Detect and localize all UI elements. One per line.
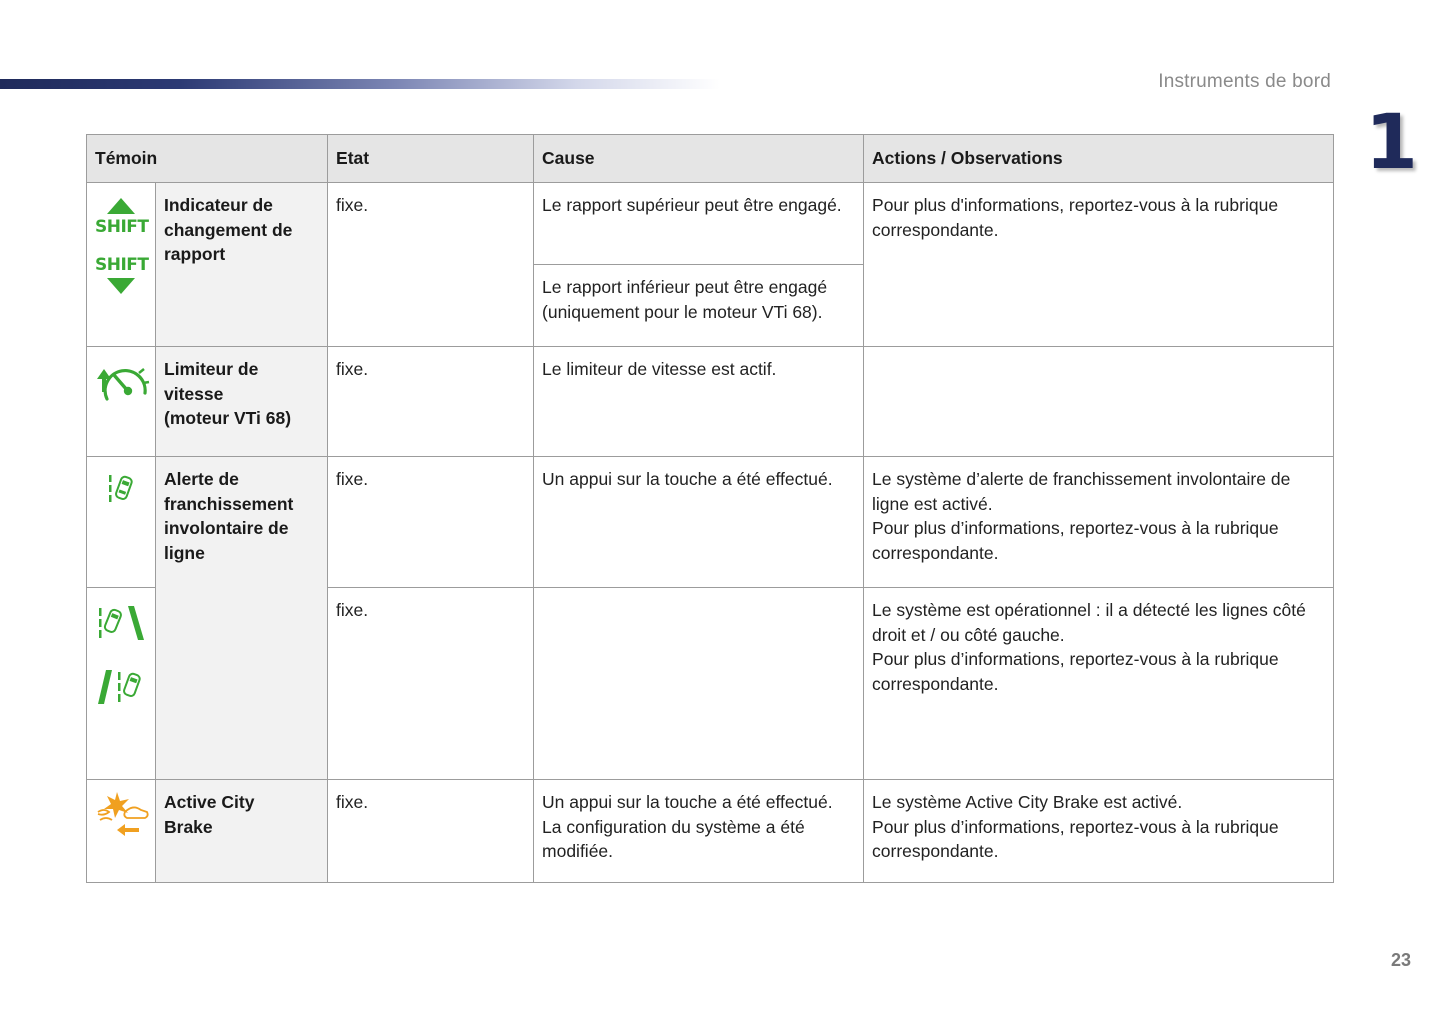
arrow-up-icon: [106, 197, 136, 215]
lane-detected-icon: [87, 588, 156, 780]
row-actions-line: Le système est opérationnel : il a détecté les lignes côté droit et / ou côté gauche.: [872, 600, 1306, 645]
row-actions: [864, 780, 1334, 883]
lane-departure-icon: [87, 457, 156, 588]
row-name-line: involontaire de: [164, 518, 289, 538]
shift-down-label: SHIFT: [95, 255, 149, 275]
row-name-line: vitesse: [164, 383, 224, 404]
row-actions: Pour plus d'informations, reportez-vous à la rubrique correspondante.: [864, 183, 1334, 347]
row-etat: fixe.: [328, 347, 534, 457]
lane-right-detected-icon: [96, 668, 146, 708]
row-cause: Le rapport inférieur peut être engagé (uniquement pour le moteur VTi 68).: [534, 265, 864, 347]
lane-left-detected-icon: [96, 604, 146, 644]
row-name: [156, 780, 328, 883]
arrow-down-icon: [106, 277, 136, 295]
header-etat: Etat: [328, 135, 534, 183]
row-cause: Le limiteur de vitesse est actif.: [534, 347, 864, 457]
header-actions: Actions / Observations: [864, 135, 1334, 183]
table-row: [87, 457, 1334, 588]
shift-up-label: SHIFT: [95, 217, 149, 237]
row-actions-line: Pour plus d’informations, reportez-vous à la rubrique correspondante.: [872, 518, 1279, 563]
active-city-brake-icon: [87, 780, 156, 883]
table-header-row: [87, 135, 1334, 183]
row-name: [156, 457, 328, 780]
table-row: [87, 780, 1334, 883]
row-name: Indicateur de changement de rapport: [156, 183, 328, 347]
row-name: [156, 347, 328, 457]
row-cause: [534, 588, 864, 780]
table-row: [87, 347, 1334, 457]
table-row: [87, 183, 1334, 265]
row-actions-line: Pour plus d’informations, reportez-vous à la rubrique correspondante.: [872, 816, 1279, 861]
row-cause: Le rapport supérieur peut être engagé.: [534, 183, 864, 265]
row-actions: [864, 347, 1334, 457]
row-actions-line: Pour plus d’informations, reportez-vous à la rubrique correspondante.: [872, 649, 1279, 694]
row-cause-line: La configuration du système a été modifiée.: [542, 816, 805, 861]
row-actions-line: Le système d’alerte de franchissement involontaire de ligne est activé.: [872, 469, 1291, 514]
row-etat: fixe.: [328, 588, 534, 780]
header-cause: Cause: [534, 135, 864, 183]
page-number: 23: [1390, 950, 1411, 970]
section-title: Instruments de bord: [1158, 71, 1331, 92]
speed-limiter-icon: [87, 347, 156, 457]
row-name-line: franchissement: [164, 493, 294, 514]
shift-indicator-icon: [87, 183, 156, 347]
row-name-line: (moteur VTi 68): [164, 408, 292, 428]
row-actions: [864, 588, 1334, 780]
chapter-number: 1: [1365, 97, 1418, 186]
header-color-band: [0, 79, 720, 89]
row-cause: [534, 780, 864, 883]
row-name-line: ligne: [164, 542, 205, 563]
row-cause-line: Un appui sur la touche a été effectué.: [542, 792, 833, 812]
row-name-line: Brake: [164, 816, 213, 837]
header-temoin: Témoin: [87, 135, 328, 183]
row-name-line: Active City: [164, 792, 255, 812]
row-name-line: Alerte de: [164, 469, 239, 489]
row-name-line: Limiteur de: [164, 359, 259, 379]
row-cause: Un appui sur la touche a été effectué.: [534, 457, 864, 588]
warning-lights-table: [86, 134, 1334, 883]
row-etat: fixe.: [328, 780, 534, 883]
row-etat: fixe.: [328, 183, 534, 347]
row-etat: fixe.: [328, 457, 534, 588]
row-actions: [864, 457, 1334, 588]
row-actions-line: Le système Active City Brake est activé.: [872, 792, 1183, 812]
